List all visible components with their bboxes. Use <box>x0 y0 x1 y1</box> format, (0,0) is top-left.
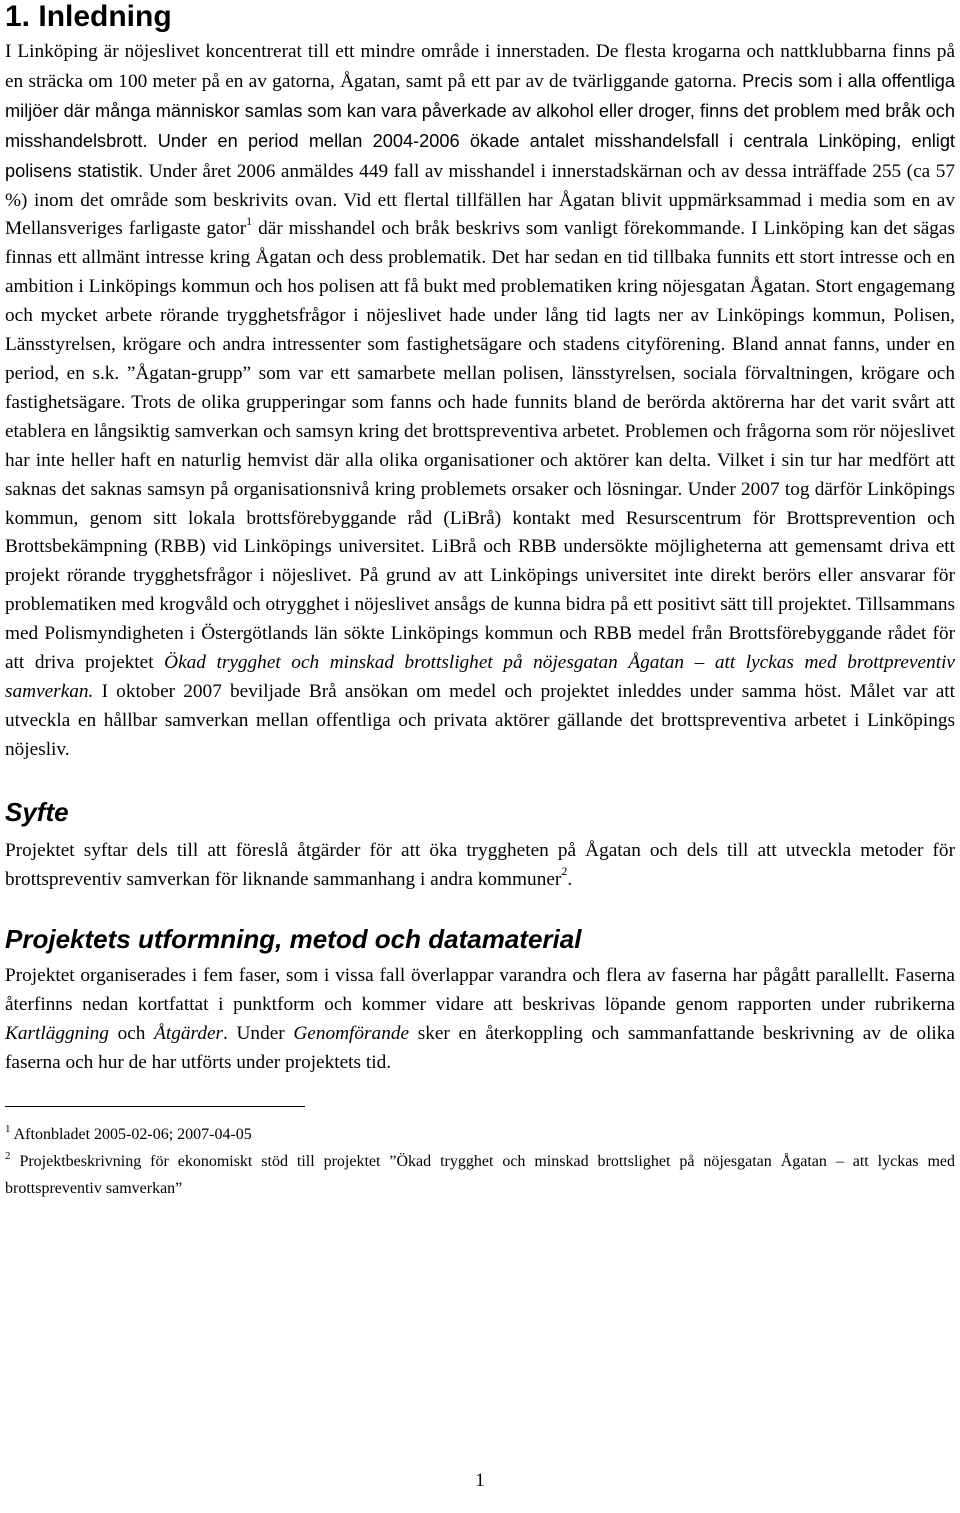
footnote-ref-2[interactable]: 2 <box>561 864 568 879</box>
intro-sentence-3: Under året 2006 anmäldes 449 fall av misshandel i innerstadskärnan och av dessa inträffade 255 (ca 57 %) inom det område som beskrivits ovan. Vid ett flertal tillfällen har Ågatan blivit uppmärksammad i media som en av Mellansveriges farligaste gator <box>5 160 955 240</box>
intro-sentence-1: I Linköping är nöjeslivet koncentrerat till ett mindre område i innerstaden. De flesta krogarna och nattklubbarna finns på en sträcka om 100 meter på en av gatorna, Ågatan, samt på ett par av de tvärliggande gatorna. <box>5 41 955 92</box>
syfte-end: . <box>567 868 573 890</box>
intro-sentence-2: Precis som i alla offentliga miljöer där många människor samlas som kan vara påverkade av alkohol eller droger, finns det problem med bråk och misshandelsbrott. Under en period mellan 2004-2006 ökade antalet misshandelsfall i centrala Linköping, enligt polisens statistik. <box>5 70 955 181</box>
footnote-2 <box>5 1148 955 1202</box>
chapter-heading: 1. Inledning <box>5 0 172 33</box>
footnote-divider <box>5 1106 305 1107</box>
syfte-heading: Syfte <box>5 796 69 827</box>
footnote-number-2: 2 <box>5 1149 11 1162</box>
intro-sentence-4: där misshandel och bråk beskrivs som vanligt förekommande. I Linköping kan det sägas finnas ett allmänt intresse kring Ågatan och dess problematik. Det har sedan en tid tillbaka funnits ett stort intresse och en ambition i Linköpings kommun och hos polisen att få bukt med problematiken kring nöjesgatan Ågatan. Stort engagemang och mycket arbete rörande trygghetsfrågor i nöjeslivet hade under lång tid lagts ner av Linköpings kommun, Polisen, Länsstyrelsen, krögare och andra intressenter som fastighetsägare och stadens cityförening. Bland annat fanns, under en period, en s.k. ”Ågatan-grupp” som var ett samarbete mellan polisen, länsstyrelsen, sociala förvaltningen, krögare och fastighetsägare. Trots de olika grupperingar som fanns och hade funnits bland de berörda aktörerna har det varit svårt att etablera en långsiktig samverkan och samsyn kring det brottspreventiva arbetet. Problemen och frågorna som rör nöjeslivet har inte heller haft en naturlig hemvist där alla olika organisationer och aktörer kan delta. Vilket i sin tur har medfört att saknas det saknas samsyn på organisationsnivå kring problemets orsaker och lösningar. Under 2007 tog därför Linköpings kommun, genom sitt lokala brottsförebyggande råd (LiBrå) kontakt med Resurscentrum för Brottsprevention och Brottsbekämpning (RBB) vid Linköpings universitet. LiBrå och RBB undersökte möjligheterna att gemensamt driva ett projekt rörande trygghetsfrågor i nöjeslivet. På grund av att Linköpings universitet inte direkt berörs eller ansvarar för problematiken med krogvåld och otrygghet i nöjeslivet ansågs de kunna bidra på ett positivt sätt till projektet. Tillsammans med Polismyndigheten i Östergötlands län sökte Linköpings kommun och RBB medel från Brottsförebyggande rådet för att driva projektet <box>5 218 955 674</box>
utformning-heading: Projektets utformning, metod och datamaterial <box>5 924 582 955</box>
footnote-text-2: Projektbeskrivning för ekonomiskt stöd till projektet ”Ökad trygghet och minskad brottslighet på nöjesgatan Ågatan – att lyckas med brottspreventiv samverkan” <box>5 1153 956 1198</box>
syfte-text: Projektet syftar dels till att föreslå åtgärder för att öka tryggheten på Ågatan och dels till att utveckla metoder för brottspreventiv samverkan för liknande sammanhang i andra kommuner <box>5 839 955 890</box>
genomforande-term: Genomförande <box>293 1023 410 1045</box>
utformning-text-1: Projektet organiserades i fem faser, som i vissa fall överlappar varandra och flera av faserna har pågått parallellt. Faserna återfinns nedan kortfattat i punktform och kommer vidare att beskrivas löpande genom rapporten under rubrikerna <box>5 965 955 1016</box>
kartlaggning-term: Kartläggning <box>5 1023 109 1045</box>
intro-sentence-5: I oktober 2007 beviljade Brå ansökan om medel och projektet inleddes under samma höst. Målet var att utveckla en hållbar samverkan mellan offentliga och privata aktörer gällande det brottspreventiva arbetet i Linköpings nöjesliv. <box>5 680 955 760</box>
intro-paragraph <box>5 38 955 765</box>
utformning-paragraph <box>5 962 955 1078</box>
syfte-paragraph <box>5 837 955 895</box>
utformning-och: och <box>117 1023 146 1045</box>
footnote-text-1: Aftonbladet 2005-02-06; 2007-04-05 <box>13 1126 252 1144</box>
footnotes <box>5 1121 955 1202</box>
atgarder-term: Åtgärder <box>154 1023 224 1045</box>
footnote-number-1: 1 <box>5 1122 11 1135</box>
page-number: 1 <box>475 1470 485 1491</box>
utformning-text-3: sker en återkoppling och sammanfattande beskrivning av de olika faserna och hur de har utförts under projektets tid. <box>5 1023 955 1074</box>
footnote-1 <box>5 1121 955 1148</box>
footnote-ref-1[interactable]: 1 <box>246 214 253 229</box>
utformning-text-2: . Under <box>223 1023 285 1045</box>
project-title: Ökad trygghet och minskad brottslighet på nöjesgatan Ågatan – att lyckas med brottpreventiv samverkan. <box>5 652 955 702</box>
